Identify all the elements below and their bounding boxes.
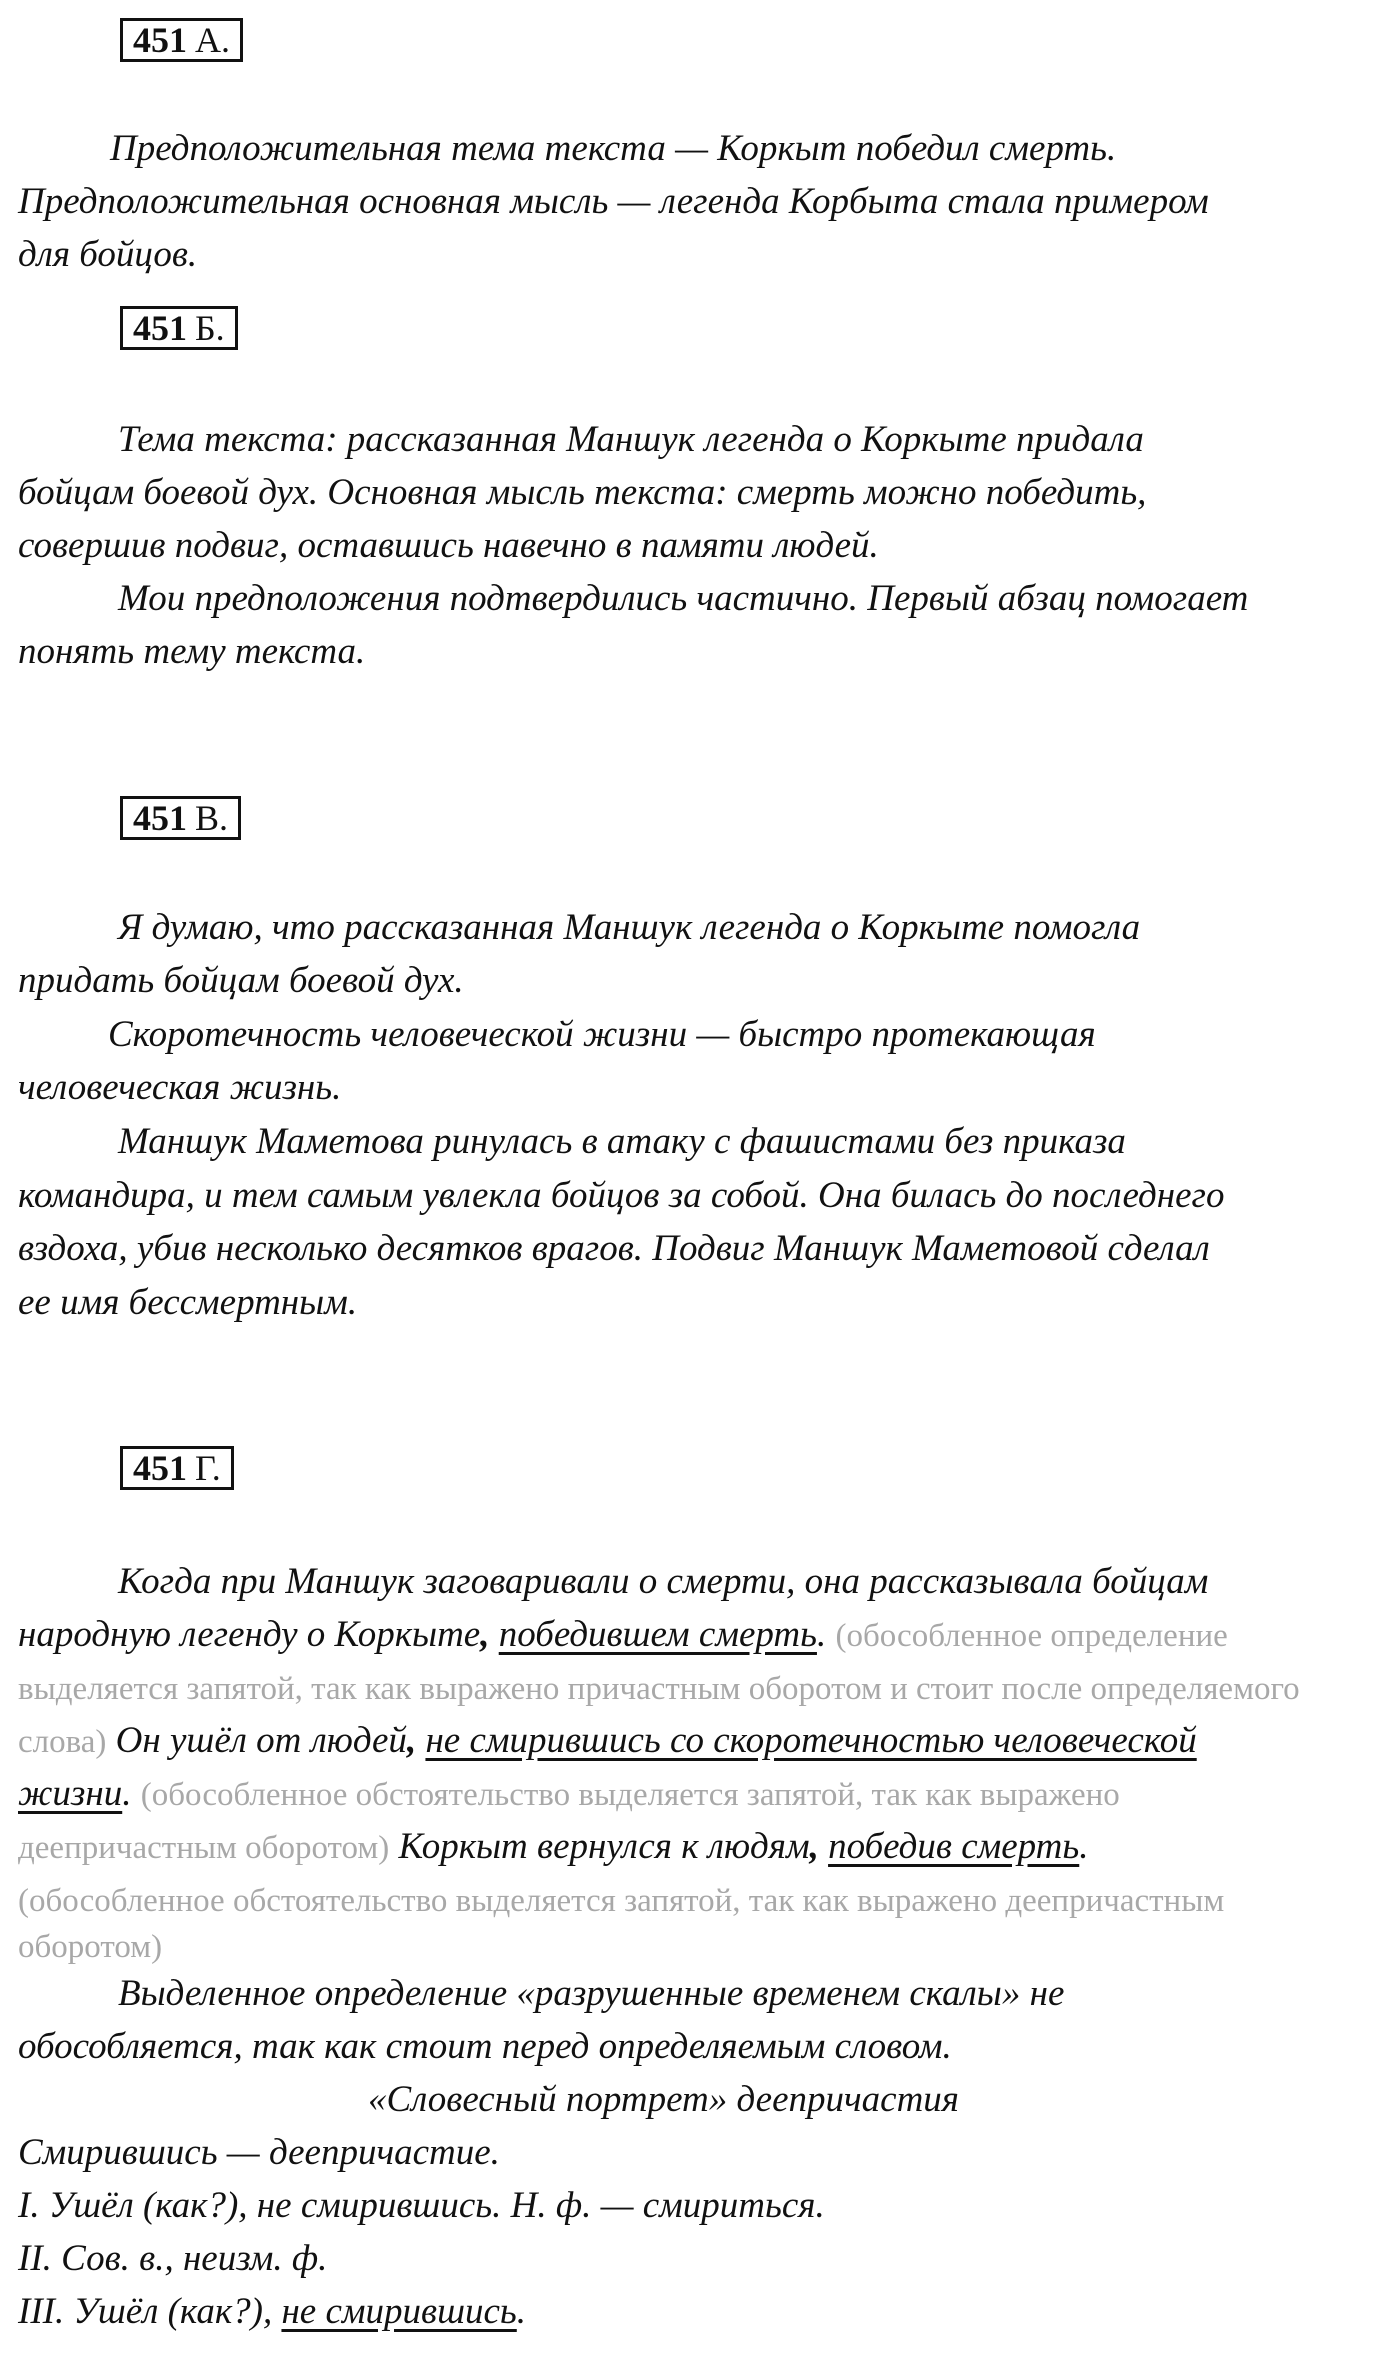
text-line <box>18 1613 1228 1658</box>
text-line: I. Ушёл (как?), не смирившись. Н. ф. — смириться. <box>18 2185 825 2226</box>
period-mark: . <box>122 1773 132 1814</box>
text-fragment: Коркыт вернулся к людям <box>398 1826 810 1867</box>
text-line: Тема текста: рассказанная Маншук легенда о Коркыте придала <box>118 419 1144 460</box>
comma-mark: , <box>406 1720 417 1761</box>
text-line: придать бойцам боевой дух. <box>18 960 464 1001</box>
text-line: совершив подвиг, оставшись навечно в памяти людей. <box>18 525 879 566</box>
exercise-badge-a <box>120 18 243 62</box>
comma-mark: , <box>809 1826 819 1867</box>
text-line: ее имя бессмертным. <box>18 1282 358 1323</box>
annotation-note: оборотом) <box>18 1929 163 1965</box>
text-line: бойцам боевой дух. Основная мысль текста: смерть можно победить, <box>18 472 1147 513</box>
exercise-letter: Г. <box>195 1448 221 1488</box>
exercise-letter: Б. <box>195 308 225 348</box>
text-line <box>18 1666 1300 1711</box>
text-line <box>18 1719 1197 1764</box>
text-fragment: народную легенду о Коркыте <box>18 1614 481 1655</box>
exercise-number: 451 <box>133 1448 187 1488</box>
participle-phrase: победившем смерть <box>498 1614 817 1655</box>
annotation-note: (обособленное определение <box>835 1618 1228 1654</box>
adverbial-phrase: не смирившись <box>281 2291 517 2332</box>
text-line <box>18 1924 162 1969</box>
text-line: Предположительная тема текста — Коркыт победил смерть. <box>110 128 1117 169</box>
period-mark: . <box>1079 1826 1089 1867</box>
exercise-letter: В. <box>195 798 229 838</box>
text-fragment: Он ушёл от людей <box>115 1720 407 1761</box>
exercise-number: 451 <box>133 798 187 838</box>
exercise-badge-g <box>120 1446 234 1490</box>
adverbial-phrase: победив смерть <box>828 1826 1080 1867</box>
text-line: Мои предположения подтвердились частично. Первый абзац помогает <box>118 578 1249 619</box>
text-line: Когда при Маншук заговаривали о смерти, она рассказывала бойцам <box>118 1561 1209 1602</box>
exercise-letter: А. <box>195 20 230 60</box>
text-line <box>18 1878 1224 1923</box>
subheading: «Словесный портрет» деепричастия <box>368 2079 959 2120</box>
text-line <box>18 1825 1089 1870</box>
text-fragment: III. Ушёл (как?), <box>18 2291 282 2332</box>
text-line: для бойцов. <box>18 234 198 275</box>
period-mark: . <box>516 2291 527 2332</box>
period-mark: . <box>816 1614 827 1655</box>
text-line: обособляется, так как стоит перед определяемым словом. <box>18 2026 952 2067</box>
annotation-note: деепричастным оборотом) <box>18 1830 390 1866</box>
text-line <box>18 2290 526 2334</box>
annotation-note: слова) <box>18 1724 107 1760</box>
adverbial-phrase: жизни <box>18 1773 123 1814</box>
exercise-number: 451 <box>133 308 187 348</box>
text-line: командира, и тем самым увлекла бойцов за собой. Она билась до последнего <box>18 1175 1225 1216</box>
text-line: Выделенное определение «разрушенные временем скалы» не <box>118 1973 1065 2014</box>
text-line: II. Сов. в., неизм. ф. <box>18 2238 328 2279</box>
exercise-number: 451 <box>133 20 187 60</box>
text-line: Предположительная основная мысль — легенда Корбыта стала примером <box>18 181 1209 222</box>
annotation-note: (обособленное обстоятельство выделяется запятой, так как выражено деепричастным <box>18 1883 1225 1919</box>
annotation-note: (обособленное обстоятельство выделяется запятой, так как выражено <box>140 1777 1120 1813</box>
text-line: Скоротечность человеческой жизни — быстро протекающая <box>108 1014 1096 1055</box>
text-line <box>18 1772 1120 1817</box>
exercise-badge-b <box>120 306 238 350</box>
text-line: Смирившись — деепричастие. <box>18 2132 500 2173</box>
exercise-badge-v <box>120 796 241 840</box>
adverbial-phrase: не смирившись со скоротечностью человеческой <box>425 1720 1197 1761</box>
text-line: Я думаю, что рассказанная Маншук легенда о Коркыте помогла <box>118 907 1141 948</box>
text-line: Маншук Маметова ринулась в атаку с фашистами без приказа <box>118 1121 1126 1162</box>
annotation-note: выделяется запятой, так как выражено причастным оборотом и стоит после определяемого <box>18 1671 1300 1707</box>
text-line: человеческая жизнь. <box>18 1067 342 1108</box>
comma-mark: , <box>480 1614 490 1655</box>
text-line: вздоха, убив несколько десятков врагов. Подвиг Маншук Маметовой сделал <box>18 1228 1210 1269</box>
text-line: понять тему текста. <box>18 631 366 672</box>
